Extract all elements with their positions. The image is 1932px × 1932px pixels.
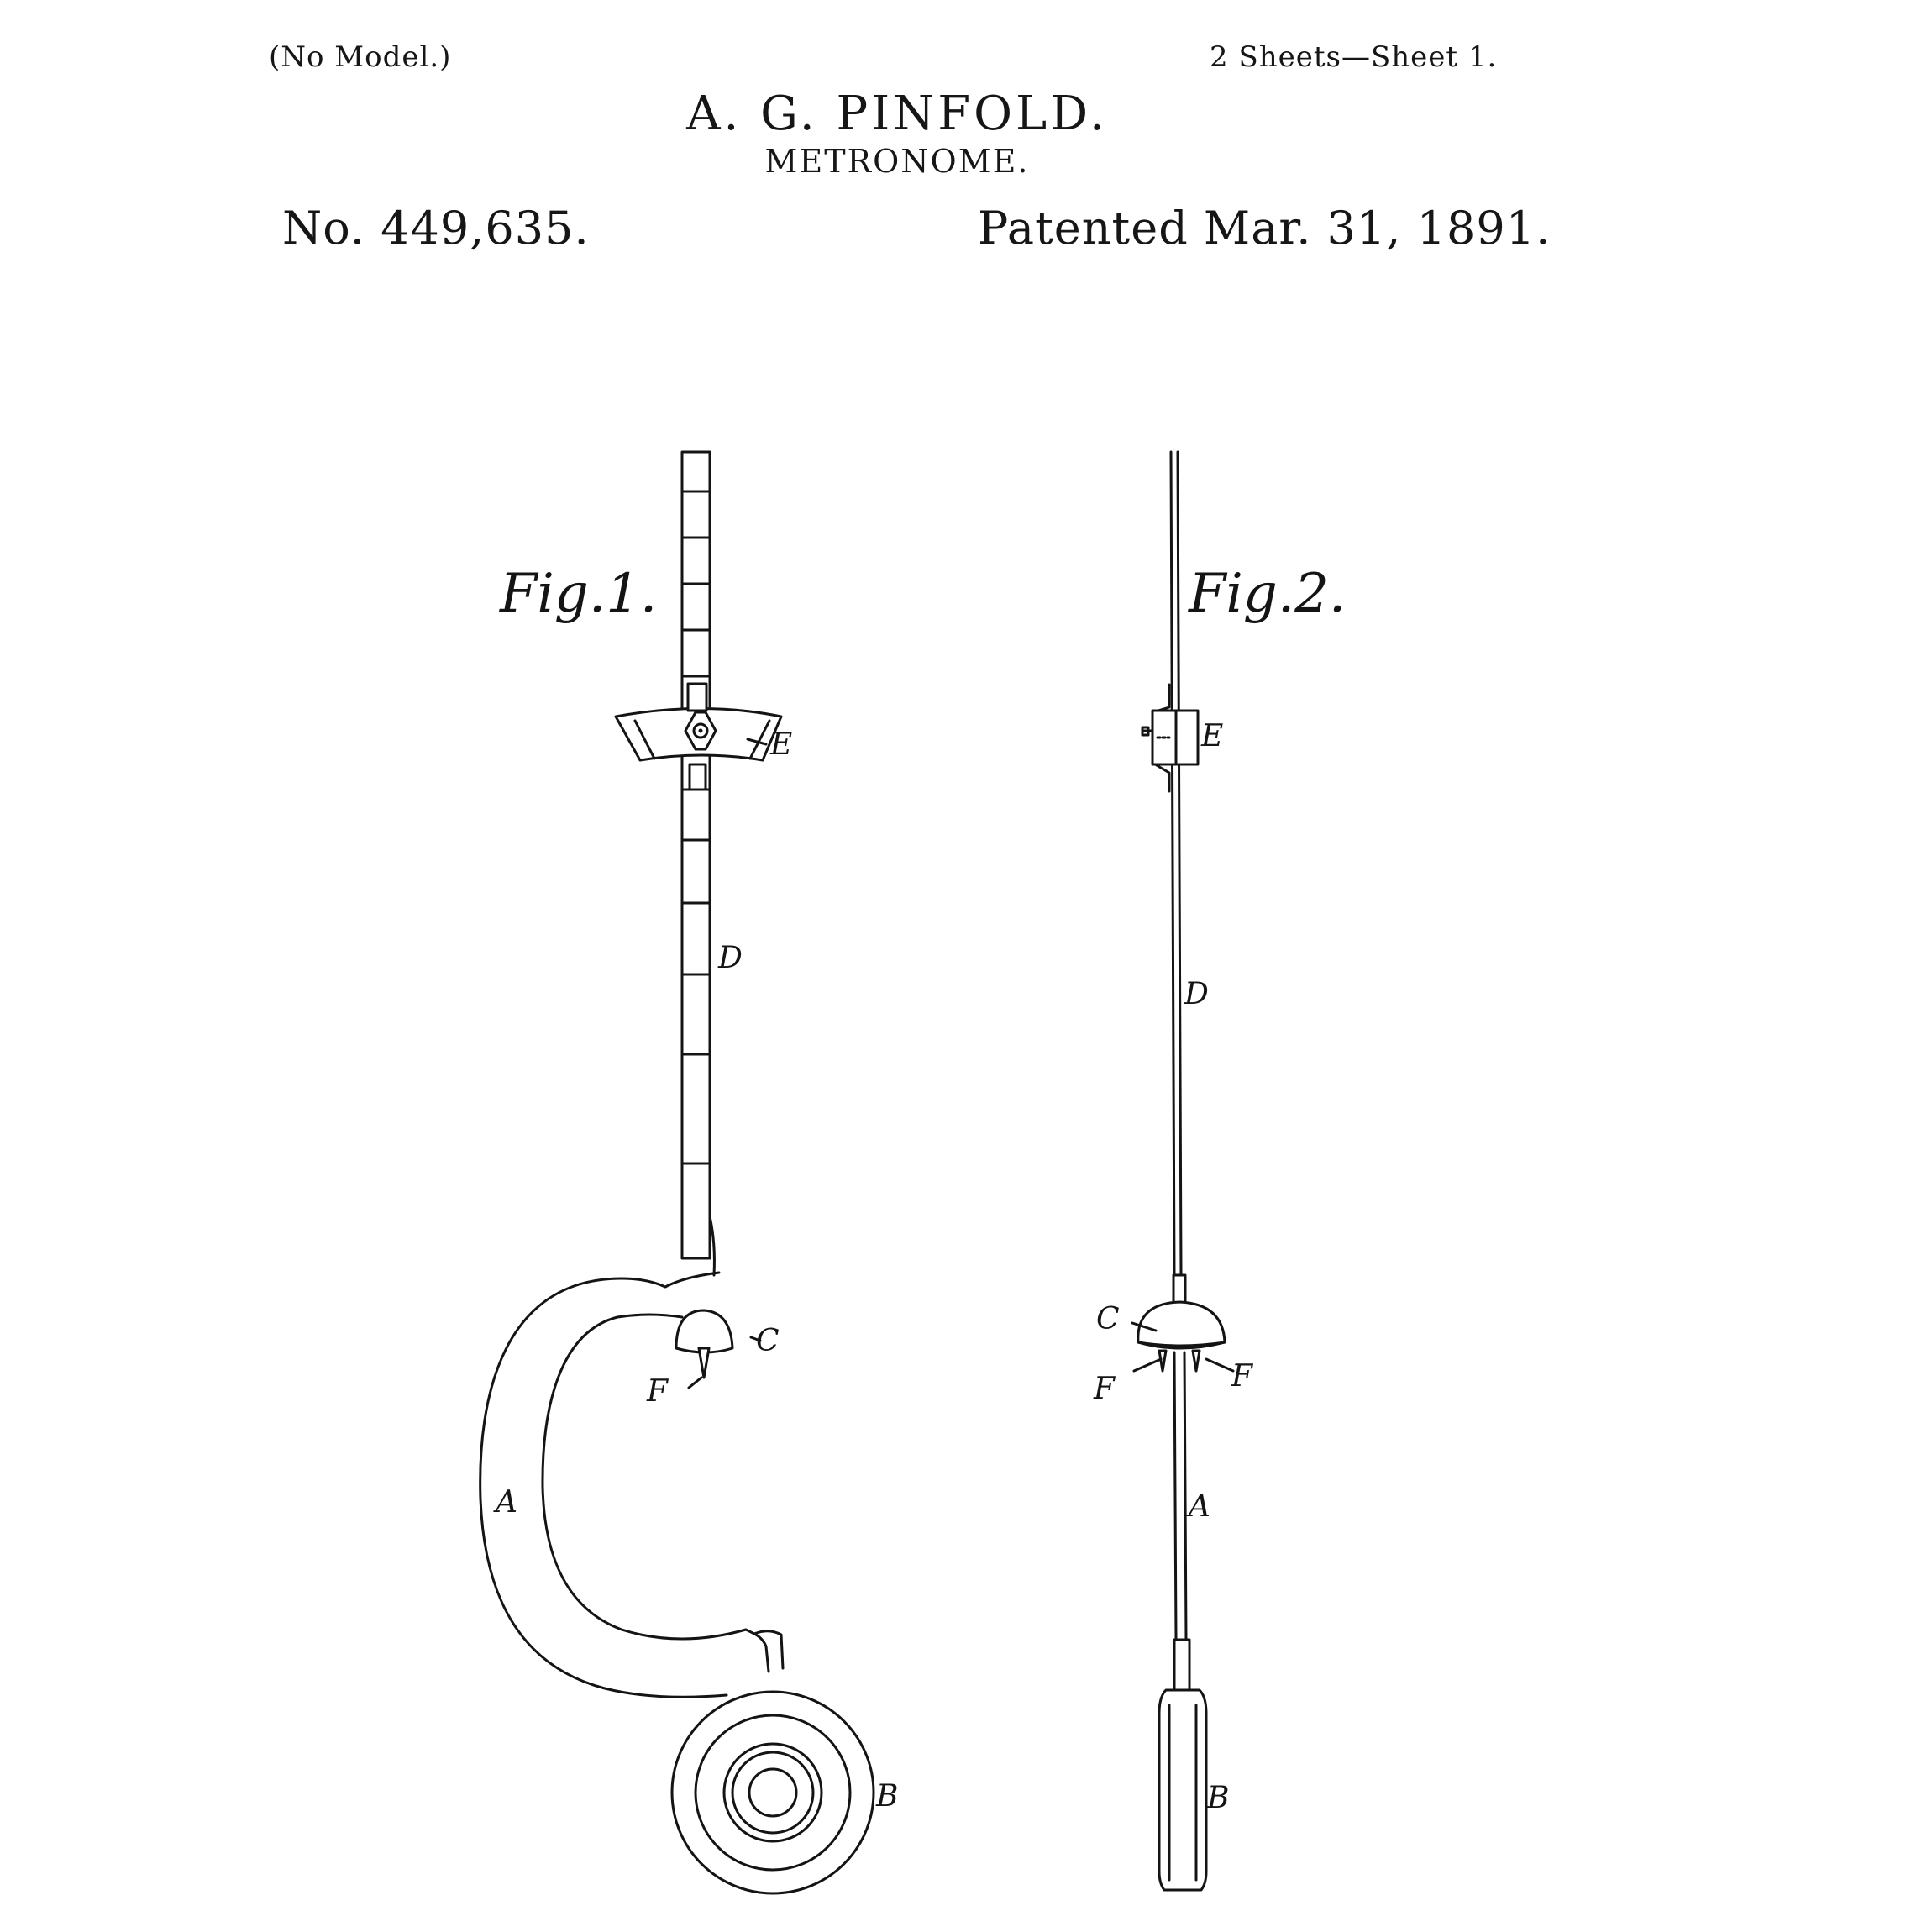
fig2-sliding-weight [1142, 685, 1198, 791]
fig2-arm [1174, 1352, 1186, 1640]
fig1-bob [672, 1692, 874, 1893]
fig2-label-C: C [1096, 1302, 1120, 1336]
fig2-label-A: A [1189, 1489, 1210, 1524]
figure-1 [480, 452, 899, 1893]
fig1-label-E: E [770, 727, 793, 762]
fig2-bell [1138, 1275, 1225, 1371]
fig1-pendulum-arm [480, 1273, 783, 1697]
fig2-label-F-left: F [1094, 1372, 1115, 1406]
fig1-label-B: B [876, 1779, 899, 1814]
invention-title: METRONOME. [764, 143, 1030, 180]
fig2-rod [1171, 452, 1181, 1275]
fig2-label-E: E [1201, 719, 1224, 753]
fig2-caption: Fig.2. [1189, 563, 1347, 625]
fig2-label-D: D [1184, 977, 1209, 1011]
fig1-label-C: C [756, 1324, 780, 1358]
sheet-indicator: 2 Sheets—Sheet 1. [1210, 40, 1498, 74]
fig2-label-F-right: F [1231, 1359, 1252, 1394]
no-model-note: (No Model.) [269, 40, 452, 74]
fig1-sliding-weight [616, 684, 781, 790]
fig1-label-A: A [496, 1485, 517, 1520]
patent-number: No. 449,635. [282, 202, 590, 255]
fig1-label-F: F [647, 1374, 668, 1409]
fig1-scale-rod [682, 452, 714, 1275]
fig2-bob [1159, 1640, 1206, 1890]
fig1-label-D: D [718, 941, 743, 975]
fig2-label-B: B [1207, 1781, 1230, 1815]
inventor-name: A. G. PINFOLD. [686, 87, 1108, 141]
figure-2 [1093, 452, 1346, 1890]
patent-date: Patented Mar. 31, 1891. [978, 202, 1551, 255]
fig1-caption: Fig.1. [500, 563, 658, 625]
